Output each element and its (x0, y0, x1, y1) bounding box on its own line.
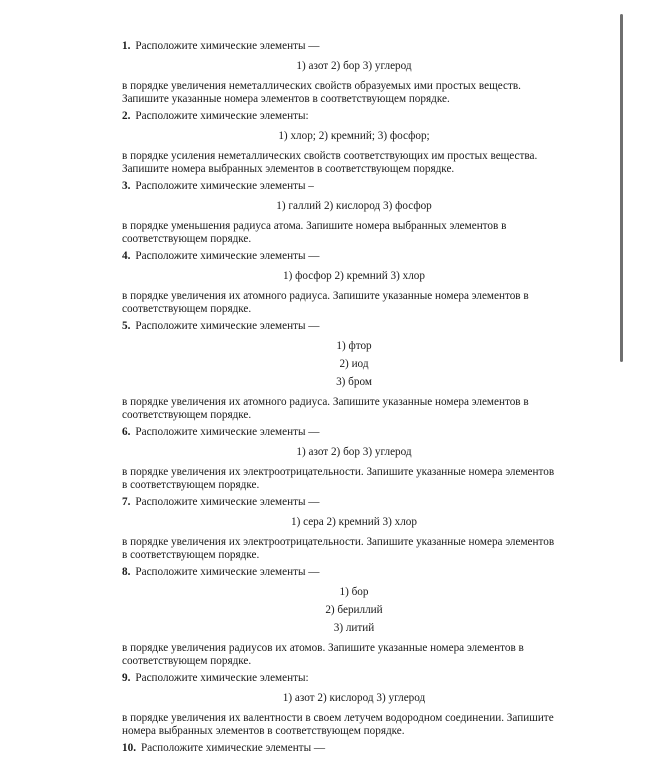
question-7-description (122, 536, 554, 562)
question-3-description (122, 220, 506, 246)
question-number: 4. (122, 250, 131, 262)
question-text: Расположите химические элементы – (135, 180, 314, 192)
question-8-option-1: 1) бор (339, 586, 369, 598)
question-5-option-2: 2) иод (339, 358, 369, 370)
question-5-title (122, 320, 319, 333)
question-1-description (122, 80, 521, 106)
question-number: 8. (122, 566, 131, 578)
question-number: 1. (122, 40, 131, 52)
description-line: номера выбранных элементов в соответствующем порядке. (122, 725, 405, 738)
question-1-options: 1) азот 2) бор 3) углерод (296, 60, 412, 72)
question-text: Расположите химические элементы — (135, 40, 320, 52)
question-5-option-3: 3) бром (336, 376, 372, 388)
question-4-description (122, 290, 529, 316)
question-7-title (122, 496, 319, 509)
question-number: 6. (122, 426, 131, 438)
description-line: Запишите номера выбранных элементов в соответствующем порядке. (122, 163, 455, 176)
question-6-title (122, 426, 319, 439)
question-number: 7. (122, 496, 131, 508)
question-4-title (122, 250, 319, 263)
question-text: Расположите химические элементы: (135, 110, 309, 122)
description-line: в порядке увеличения их атомного радиуса. Запишите указанные номера элементов в (122, 396, 529, 408)
description-line: в соответствующем порядке. (122, 479, 260, 492)
question-7-options: 1) сера 2) кремний 3) хлор (291, 516, 417, 528)
description-line: в порядке уменьшения радиуса атома. Запишите номера выбранных элементов в (122, 220, 507, 232)
description-line: в порядке увеличения их атомного радиуса. Запишите указанные номера элементов в (122, 290, 529, 302)
question-3-title (122, 180, 314, 193)
question-number: 10. (122, 742, 136, 754)
description-line: в соответствующем порядке. (122, 549, 260, 562)
description-line: в порядке увеличения их электроотрицательности. Запишите указанные номера элементов (122, 466, 555, 478)
question-2-title (122, 110, 309, 123)
question-number: 9. (122, 672, 131, 684)
question-2-options: 1) хлор; 2) кремний; 3) фосфор; (278, 130, 430, 142)
question-number: 3. (122, 180, 131, 192)
description-line: в порядке увеличения радиусов их атомов. Запишите указанные номера элементов в (122, 642, 524, 654)
question-9-options: 1) азот 2) кислород 3) углерод (282, 692, 426, 704)
question-8-title (122, 566, 319, 579)
question-number: 5. (122, 320, 131, 332)
question-text: Расположите химические элементы — (135, 320, 320, 332)
question-4-options: 1) фосфор 2) кремний 3) хлор (282, 270, 425, 282)
question-10-title (122, 742, 325, 755)
description-line: соответствующем порядке. (122, 233, 252, 246)
description-line: соответствующем порядке. (122, 303, 252, 316)
question-9-description (122, 712, 554, 738)
question-3-options: 1) галлий 2) кислород 3) фосфор (276, 200, 432, 212)
question-text: Расположите химические элементы — (135, 566, 320, 578)
description-line: в порядке увеличения их валентности в своем летучем водородном соединении. Запишите (122, 712, 554, 724)
description-line: в порядке усиления неметаллических свойств соответствующих им простых вещества. (122, 150, 538, 162)
question-number: 2. (122, 110, 131, 122)
question-6-options: 1) азот 2) бор 3) углерод (296, 446, 412, 458)
description-line: Запишите указанные номера элементов в соответствующем порядке. (122, 93, 450, 106)
question-8-description (122, 642, 524, 668)
question-8-option-3: 3) литий (333, 622, 375, 634)
description-line: в порядке увеличения их электроотрицательности. Запишите указанные номера элементов (122, 536, 555, 548)
description-line: соответствующем порядке. (122, 409, 252, 422)
question-text: Расположите химические элементы — (135, 496, 320, 508)
question-8-option-2: 2) бериллий (325, 604, 383, 616)
question-text: Расположите химические элементы — (135, 250, 320, 262)
question-5-option-1: 1) фтор (336, 340, 372, 352)
question-9-title (122, 672, 309, 685)
question-2-description (122, 150, 537, 176)
question-6-description (122, 466, 554, 492)
question-text: Расположите химические элементы — (140, 742, 326, 754)
description-line: в порядке увеличения неметаллических свойств образуемых ими простых веществ. (122, 80, 521, 92)
question-text: Расположите химические элементы — (135, 426, 320, 438)
question-1-title (122, 40, 319, 53)
description-line: соответствующем порядке. (122, 655, 252, 668)
question-text: Расположите химические элементы: (135, 672, 309, 684)
question-5-description (122, 396, 529, 422)
